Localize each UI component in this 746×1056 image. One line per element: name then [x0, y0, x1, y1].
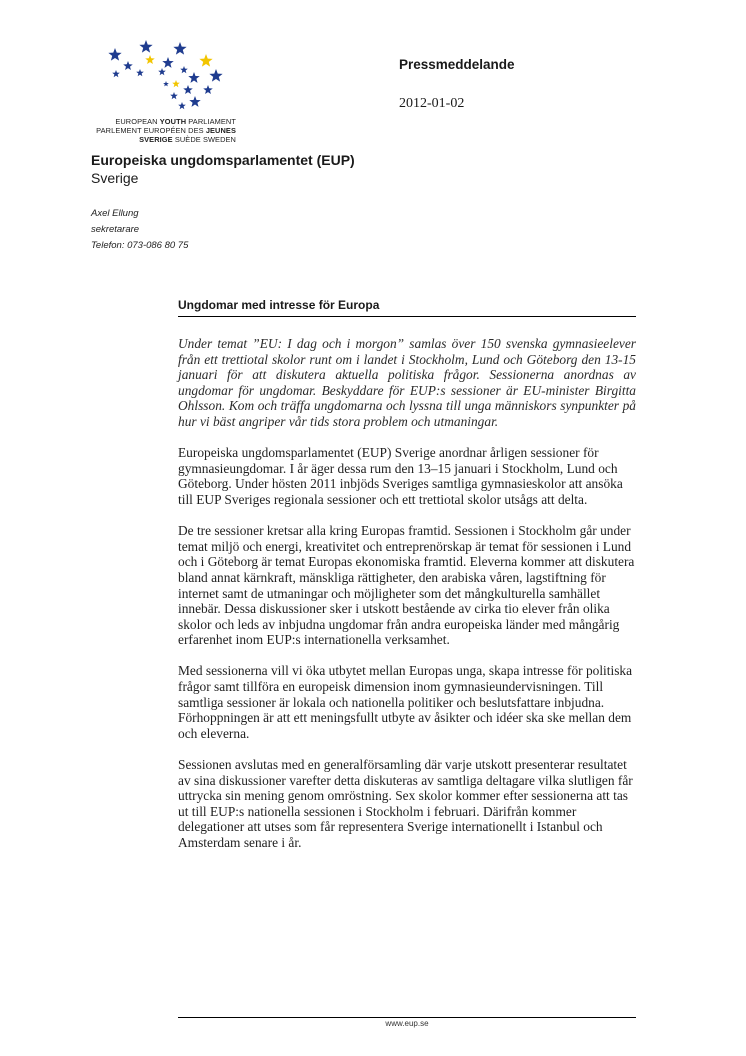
- star-shape: [170, 92, 178, 99]
- body-paragraph: De tre sessioner kretsar alla kring Europas framtid. Sessionen i Stockholm går under temat miljö och energi, kreativitet och entreprenörskap är temat för sessionen i Lund och i Göteborg är temat Europas ekonomiska framtid. Eleverna kommer att diskutera bland annat kärnkraft, mänskliga rättigheter, den arabiska våren, lagstiftning för internet samt de utmaningar och möjligheter som det mångkulturella samhället innebär. Dessa diskussioner sker i utskott bestående av cirka tio elever från olika skolor och leds av inbjudna ungdomar från andra europeiska länder med mångårig erfarenhet inom EUP:s internationella verksamhet.: [178, 523, 635, 648]
- contact-phone: Telefon: 073-086 80 75: [91, 240, 189, 251]
- eyp-logo: [88, 40, 236, 152]
- contact-name: Axel Ellung: [91, 208, 139, 219]
- headline-divider: [178, 316, 636, 317]
- star-shape: [112, 70, 120, 77]
- contact-role: sekretarare: [91, 224, 140, 235]
- star-shape: [199, 54, 212, 67]
- star-shape: [203, 85, 213, 94]
- star-shape: [108, 48, 121, 61]
- star-shape: [158, 68, 166, 75]
- document-date: 2012-01-02: [399, 96, 465, 111]
- star-shape: [180, 66, 188, 73]
- lead-paragraph: Under temat ”EU: I dag och i morgon” samlas över 150 svenska gymnasieelever från ett trettiotal skolor runt om i landet i Stockholm, Lund och Göteborg den 13-15 januari för att diskutera aktuella politiska frågor. Sessionerna anordnas av ungdomar för ungdomar. Beskyddare för EUP:s sessioner är EU-minister Birgitta Ohlsson. Kom och träffa ungdomarna och lyssna till unga människors synpunkter på hur vi bäst angriper vår tids stora problem och utmaningar.: [178, 336, 636, 429]
- logo-text-line-2: PARLEMENT EUROPÉEN DES JEUNES: [96, 126, 236, 135]
- star-shape: [172, 80, 180, 87]
- star-shape: [209, 69, 222, 82]
- star-shape: [173, 42, 186, 55]
- star-shape: [123, 61, 133, 70]
- article-body: [178, 336, 636, 866]
- star-shape: [178, 102, 186, 109]
- logo-text-line-3: SVERIGE SUÈDE SWEDEN: [139, 135, 236, 144]
- organization-country: Sverige: [91, 170, 139, 186]
- star-shape: [136, 69, 144, 76]
- star-shape: [189, 96, 200, 107]
- body-paragraph: Europeiska ungdomsparlamentet (EUP) Sverige anordnar årligen sessioner för gymnasieungdomar. I år äger dessa rum den 13–15 januari i Stockholm, Lund och Göteborg. Under hösten 2011 inbjöds Sveriges samtliga gymnasieskolor att ansöka till EUP Sveriges regionala sessioner och ett trettiotal skolor utsågs att delta.: [178, 445, 623, 507]
- body-paragraph: Med sessionerna vill vi öka utbytet mellan Europas unga, skapa intresse för politiska frågor samt tillföra en europeisk dimension inom gymnasieundervisningen. Till samtliga sessioner är lokala och nationella politiker och beslutsfattare inbjudna. Förhoppningen är att ett meningsfullt utbyte av åsikter och idéer ska ske mellan dem och eleverna.: [178, 663, 633, 741]
- footer-url: www.eup.se: [385, 1019, 429, 1028]
- star-shape: [188, 72, 199, 83]
- star-shape: [139, 40, 152, 53]
- document-type: Pressmeddelande: [399, 57, 515, 72]
- star-shape: [183, 85, 193, 94]
- body-paragraph: Sessionen avslutas med en generalförsamling där varje utskott presenterar resultatet av sina diskussioner varefter detta diskuteras av samtliga deltagare vilka slutligen får uttrycka sin mening genom omröstning. Sex skolor kommer efter sessionerna att tas ut till EUP:s nationella sessionen i Stockholm i februari. Därifrån kommer delegationer att utses som får representera Sverige internationellt i Istanbul och Amsterdam senare i år.: [178, 757, 633, 850]
- star-shape: [162, 57, 173, 68]
- star-shape: [145, 55, 155, 64]
- article-headline: Ungdomar med intresse för Europa: [178, 298, 380, 312]
- stars-logo-icon: [88, 40, 236, 120]
- logo-text-line-1: EUROPEAN YOUTH PARLIAMENT: [115, 117, 236, 126]
- organization-name: Europeiska ungdomsparlamentet (EUP): [91, 152, 355, 168]
- footer-divider: [178, 1017, 636, 1018]
- star-shape: [163, 81, 169, 86]
